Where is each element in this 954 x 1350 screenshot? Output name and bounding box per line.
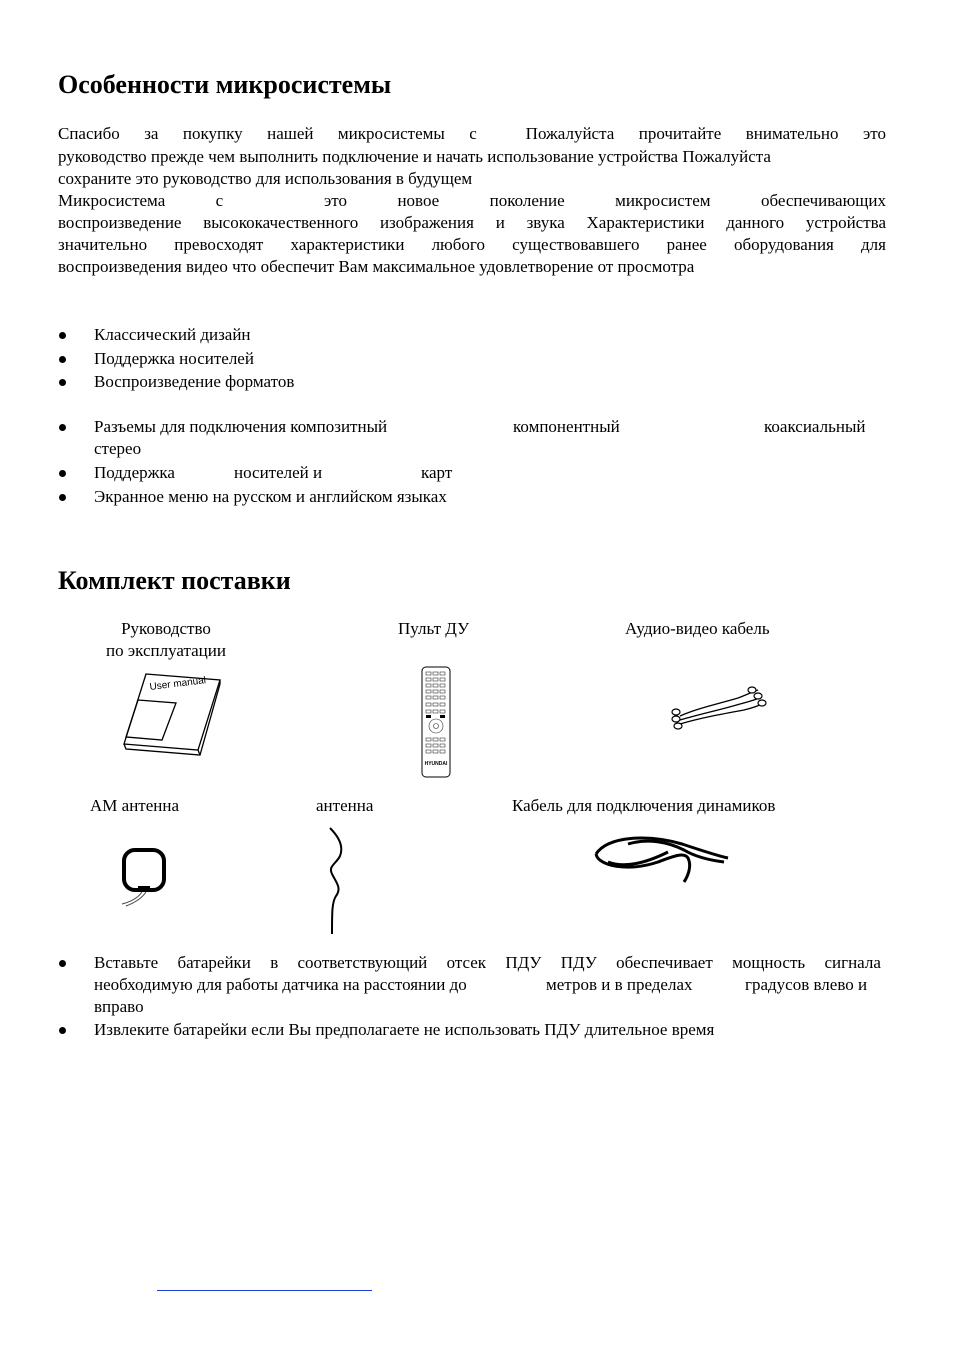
battery-note2: Извлеките батарейки если Вы предполагаете не использовать ПДУ длительное время [94, 1020, 715, 1039]
bullet-icon [59, 1027, 66, 1034]
word: ранее [666, 235, 707, 254]
word: покупку [182, 124, 243, 143]
word: новое [397, 191, 440, 210]
intro-line-2: руководство прежде чем выполнить подключение и начать использование устройства Пожалуйста [58, 147, 771, 166]
remote-control-icon [420, 666, 452, 778]
intro-line-5 [58, 212, 886, 234]
word: Микросистема [58, 191, 166, 210]
battery-note1-line2a: необходимую для работы датчика на расстоянии до [94, 975, 467, 994]
word: микросистемы [337, 124, 445, 143]
bullet-icon [59, 332, 66, 339]
word: сигнала [824, 953, 881, 972]
feature-connectors-part3: коаксиальный [764, 417, 866, 436]
intro-line-7: воспроизведения видео что обеспечит Вам максимальное удовлетворение от просмотра [58, 257, 695, 276]
word: существовавшего [512, 235, 640, 254]
features-title: Особенности микросистемы [58, 70, 392, 99]
word: прочитайте [638, 124, 722, 143]
user-manual-icon [118, 670, 228, 756]
av-cable-icon [668, 682, 768, 730]
word: характеристики [290, 235, 405, 254]
feature-support-part3: карт [421, 463, 453, 482]
bullet-icon [59, 470, 66, 477]
feature-item: Классический дизайн [94, 325, 251, 344]
remote-label: Пульт ДУ [398, 619, 470, 638]
speaker-cable-icon [588, 828, 738, 888]
footer-link[interactable] [157, 1290, 372, 1291]
battery-note1-line2c: градусов влево и [745, 975, 868, 994]
am-antenna-label: АМ антенна [90, 796, 180, 815]
word: с [215, 191, 224, 210]
manual-label-line1: Руководство [121, 619, 211, 638]
word: любого [431, 235, 485, 254]
word: для [861, 235, 886, 254]
word: Спасибо [58, 124, 120, 143]
word: обеспечивает [616, 953, 713, 972]
word: это [324, 191, 348, 210]
word: поколение [489, 191, 565, 210]
bullet-icon [59, 379, 66, 386]
speaker-cable-label: Кабель для подключения динамиков [512, 796, 776, 815]
word: звука [526, 213, 565, 232]
word: нашей [267, 124, 314, 143]
battery-note1-line1 [94, 952, 881, 974]
word: оборудования [734, 235, 834, 254]
word: ПДУ [505, 953, 542, 972]
word: значительно [58, 235, 148, 254]
package-title: Комплект поставки [58, 566, 291, 595]
word: воспроизведение [58, 213, 182, 232]
word: это [862, 124, 886, 143]
word: микросистем [615, 191, 711, 210]
feature-connectors-line2: стерео [94, 439, 142, 458]
intro-line-1 [58, 123, 886, 145]
word: мощность [732, 953, 806, 972]
feature-item: Воспроизведение форматов [94, 372, 295, 391]
manual-label [88, 618, 244, 662]
word: батарейки [177, 953, 251, 972]
user-manual-cover-text: User manual [149, 675, 207, 693]
word: отсек [446, 953, 487, 972]
word: Вставьте [94, 953, 159, 972]
remote-brand-text: HYUNDAI [424, 761, 448, 767]
battery-note1-line2b: метров и в пределах [546, 975, 693, 994]
feature-support-part1: Поддержка [94, 463, 175, 482]
word: внимательно [745, 124, 839, 143]
word: соответствующий [297, 953, 428, 972]
av-cable-label: Аудио-видео кабель [625, 619, 770, 638]
word: устройства [805, 213, 886, 232]
fm-antenna-icon [318, 826, 348, 936]
word: изображения [379, 213, 474, 232]
feature-connectors-part1: Разъемы для подключения композитный [94, 417, 388, 436]
word: и [495, 213, 505, 232]
am-antenna-icon [116, 846, 176, 908]
manual-label-line2: по эксплуатации [106, 641, 226, 660]
word: ПДУ [560, 953, 597, 972]
intro-line-6 [58, 234, 886, 256]
word: Характеристики [586, 213, 705, 232]
word: превосходят [174, 235, 264, 254]
intro-line-3: сохраните это руководство для использования в будущем [58, 169, 473, 188]
word: обеспечивающих [760, 191, 886, 210]
word: с [469, 124, 477, 143]
bullet-icon [59, 356, 66, 363]
word: данного [726, 213, 785, 232]
feature-item: Поддержка носителей [94, 349, 254, 368]
fm-antenna-label: антенна [316, 796, 374, 815]
word: за [144, 124, 159, 143]
feature-item: Экранное меню на русском и английском языках [94, 487, 447, 506]
bullet-icon [59, 494, 66, 501]
word: высококачественного [203, 213, 359, 232]
intro-line-4 [58, 190, 886, 212]
feature-support-part2: носителей и [234, 463, 323, 482]
bullet-icon [59, 960, 66, 967]
word: в [270, 953, 279, 972]
battery-note1-line3: вправо [94, 997, 144, 1016]
feature-connectors-part2: компонентный [513, 417, 620, 436]
word: Пожалуйста [525, 124, 615, 143]
bullet-icon [59, 424, 66, 431]
